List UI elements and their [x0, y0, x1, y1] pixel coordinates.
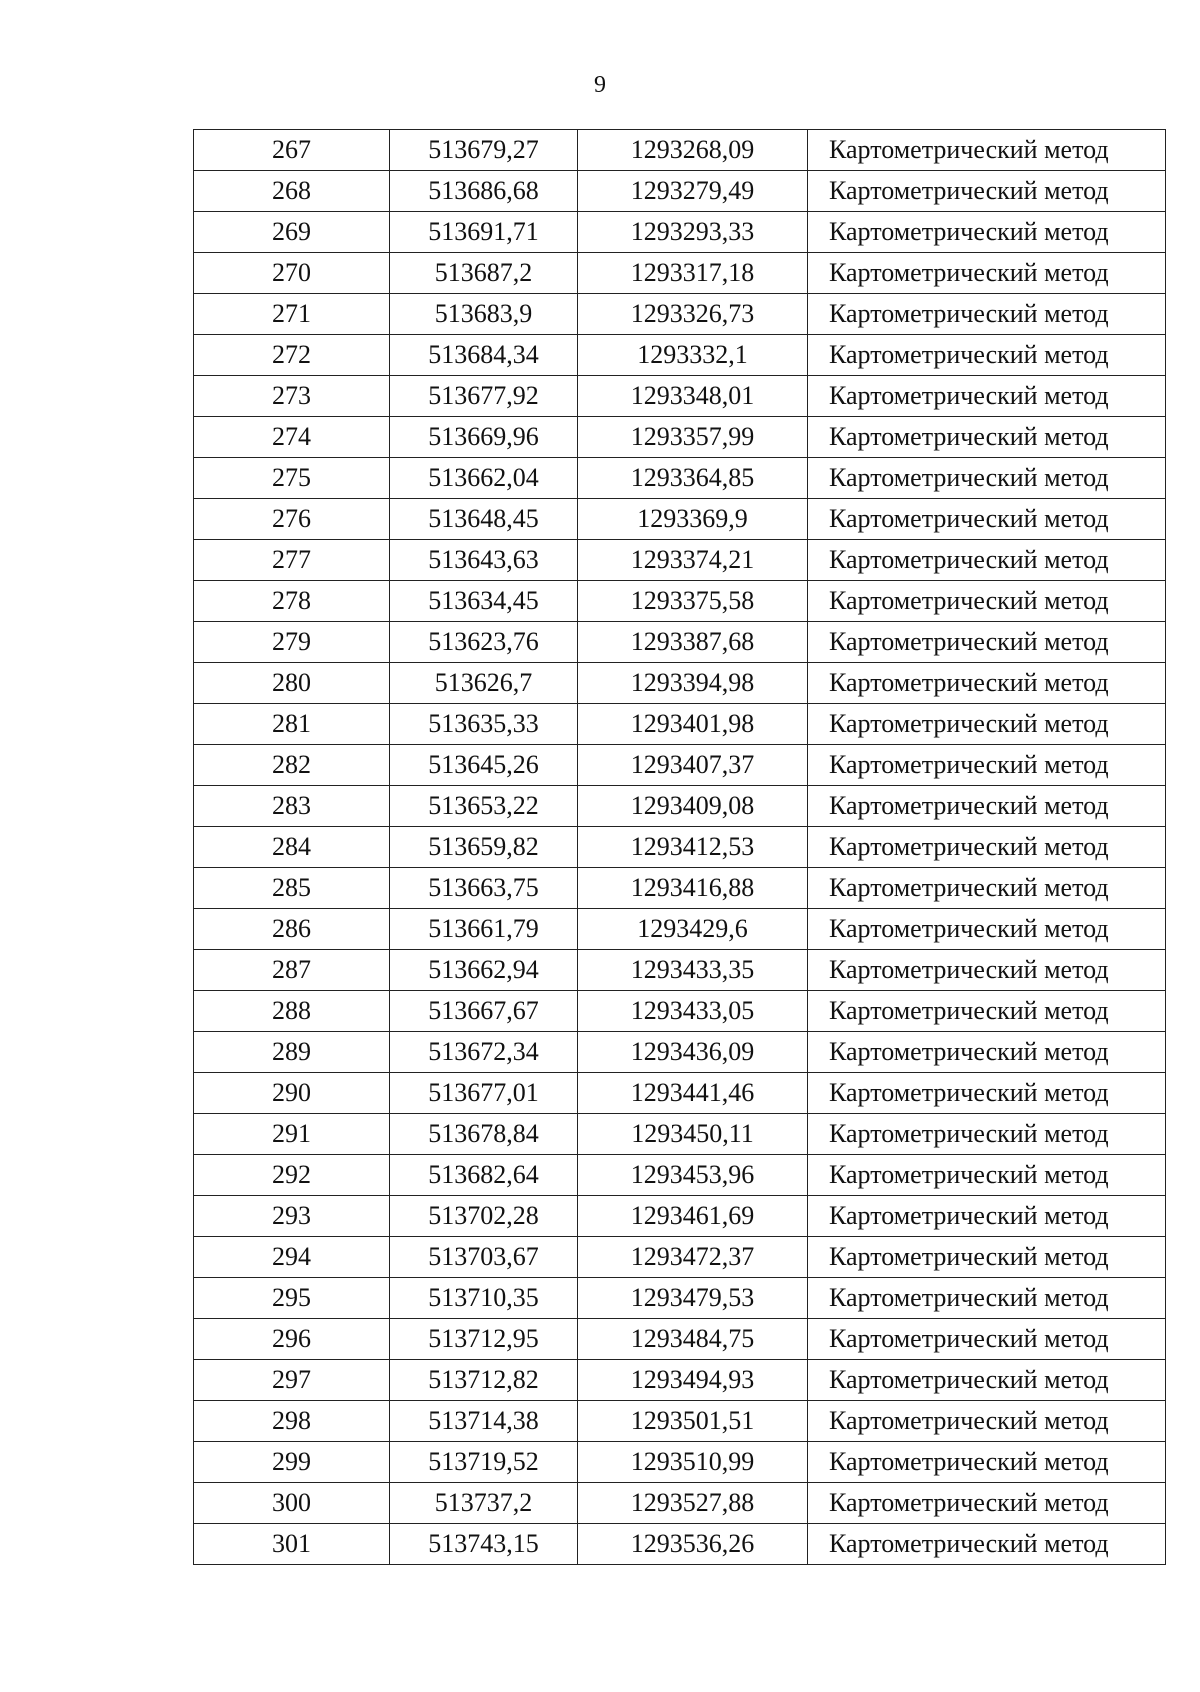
x-coordinate-cell: 513653,22 [390, 786, 578, 827]
point-number-cell: 297 [194, 1360, 390, 1401]
point-number-cell: 290 [194, 1073, 390, 1114]
method-cell: Картометрический метод [808, 130, 1166, 171]
method-cell: Картометрический метод [808, 1524, 1166, 1565]
point-number-cell: 282 [194, 745, 390, 786]
point-number-cell: 276 [194, 499, 390, 540]
point-number-cell: 273 [194, 376, 390, 417]
y-coordinate-cell: 1293357,99 [578, 417, 808, 458]
x-coordinate-cell: 513678,84 [390, 1114, 578, 1155]
point-number-cell: 293 [194, 1196, 390, 1237]
table-row [194, 991, 1166, 1032]
method-cell: Картометрический метод [808, 663, 1166, 704]
point-number-cell: 271 [194, 294, 390, 335]
y-coordinate-cell: 1293348,01 [578, 376, 808, 417]
table-row [194, 335, 1166, 376]
x-coordinate-cell: 513712,82 [390, 1360, 578, 1401]
method-cell: Картометрический метод [808, 1483, 1166, 1524]
table-row [194, 130, 1166, 171]
y-coordinate-cell: 1293374,21 [578, 540, 808, 581]
y-coordinate-cell: 1293453,96 [578, 1155, 808, 1196]
x-coordinate-cell: 513623,76 [390, 622, 578, 663]
method-cell: Картометрический метод [808, 1237, 1166, 1278]
point-number-cell: 275 [194, 458, 390, 499]
y-coordinate-cell: 1293387,68 [578, 622, 808, 663]
table-row [194, 1442, 1166, 1483]
point-number-cell: 279 [194, 622, 390, 663]
y-coordinate-cell: 1293429,6 [578, 909, 808, 950]
table-row [194, 909, 1166, 950]
x-coordinate-cell: 513737,2 [390, 1483, 578, 1524]
x-coordinate-cell: 513645,26 [390, 745, 578, 786]
method-cell: Картометрический метод [808, 950, 1166, 991]
page-number: 9 [594, 72, 606, 98]
y-coordinate-cell: 1293412,53 [578, 827, 808, 868]
x-coordinate-cell: 513683,9 [390, 294, 578, 335]
y-coordinate-cell: 1293436,09 [578, 1032, 808, 1073]
method-cell: Картометрический метод [808, 376, 1166, 417]
x-coordinate-cell: 513702,28 [390, 1196, 578, 1237]
method-cell: Картометрический метод [808, 294, 1166, 335]
x-coordinate-cell: 513663,75 [390, 868, 578, 909]
table-row [194, 704, 1166, 745]
y-coordinate-cell: 1293527,88 [578, 1483, 808, 1524]
table-row [194, 499, 1166, 540]
table-row [194, 1196, 1166, 1237]
table-row [194, 171, 1166, 212]
table-row [194, 1155, 1166, 1196]
x-coordinate-cell: 513643,63 [390, 540, 578, 581]
point-number-cell: 285 [194, 868, 390, 909]
method-cell: Картометрический метод [808, 1278, 1166, 1319]
method-cell: Картометрический метод [808, 581, 1166, 622]
y-coordinate-cell: 1293279,49 [578, 171, 808, 212]
method-cell: Картометрический метод [808, 335, 1166, 376]
method-cell: Картометрический метод [808, 1442, 1166, 1483]
y-coordinate-cell: 1293510,99 [578, 1442, 808, 1483]
x-coordinate-cell: 513634,45 [390, 581, 578, 622]
method-cell: Картометрический метод [808, 540, 1166, 581]
point-number-cell: 270 [194, 253, 390, 294]
table-row [194, 1032, 1166, 1073]
y-coordinate-cell: 1293450,11 [578, 1114, 808, 1155]
table-row [194, 417, 1166, 458]
point-number-cell: 287 [194, 950, 390, 991]
y-coordinate-cell: 1293461,69 [578, 1196, 808, 1237]
table-row [194, 294, 1166, 335]
point-number-cell: 288 [194, 991, 390, 1032]
point-number-cell: 298 [194, 1401, 390, 1442]
table-row [194, 1360, 1166, 1401]
table-row [194, 622, 1166, 663]
x-coordinate-cell: 513635,33 [390, 704, 578, 745]
x-coordinate-cell: 513687,2 [390, 253, 578, 294]
point-number-cell: 291 [194, 1114, 390, 1155]
y-coordinate-cell: 1293394,98 [578, 663, 808, 704]
point-number-cell: 295 [194, 1278, 390, 1319]
method-cell: Картометрический метод [808, 1196, 1166, 1237]
y-coordinate-cell: 1293375,58 [578, 581, 808, 622]
point-number-cell: 272 [194, 335, 390, 376]
method-cell: Картометрический метод [808, 991, 1166, 1032]
method-cell: Картометрический метод [808, 786, 1166, 827]
table-row [194, 1524, 1166, 1565]
point-number-cell: 283 [194, 786, 390, 827]
x-coordinate-cell: 513626,7 [390, 663, 578, 704]
method-cell: Картометрический метод [808, 1360, 1166, 1401]
table-row [194, 581, 1166, 622]
method-cell: Картометрический метод [808, 1155, 1166, 1196]
point-number-cell: 301 [194, 1524, 390, 1565]
point-number-cell: 274 [194, 417, 390, 458]
y-coordinate-cell: 1293536,26 [578, 1524, 808, 1565]
y-coordinate-cell: 1293409,08 [578, 786, 808, 827]
table-row [194, 745, 1166, 786]
method-cell: Картометрический метод [808, 1073, 1166, 1114]
table-row [194, 868, 1166, 909]
method-cell: Картометрический метод [808, 417, 1166, 458]
table-row [194, 786, 1166, 827]
point-number-cell: 294 [194, 1237, 390, 1278]
point-number-cell: 289 [194, 1032, 390, 1073]
x-coordinate-cell: 513659,82 [390, 827, 578, 868]
x-coordinate-cell: 513743,15 [390, 1524, 578, 1565]
x-coordinate-cell: 513662,94 [390, 950, 578, 991]
x-coordinate-cell: 513662,04 [390, 458, 578, 499]
x-coordinate-cell: 513669,96 [390, 417, 578, 458]
table-row [194, 376, 1166, 417]
y-coordinate-cell: 1293479,53 [578, 1278, 808, 1319]
table-row [194, 663, 1166, 704]
x-coordinate-cell: 513710,35 [390, 1278, 578, 1319]
x-coordinate-cell: 513667,67 [390, 991, 578, 1032]
y-coordinate-cell: 1293369,9 [578, 499, 808, 540]
table-row [194, 540, 1166, 581]
point-number-cell: 280 [194, 663, 390, 704]
table-row [194, 458, 1166, 499]
point-number-cell: 299 [194, 1442, 390, 1483]
point-number-cell: 281 [194, 704, 390, 745]
y-coordinate-cell: 1293326,73 [578, 294, 808, 335]
point-number-cell: 292 [194, 1155, 390, 1196]
method-cell: Картометрический метод [808, 1319, 1166, 1360]
table-row [194, 253, 1166, 294]
y-coordinate-cell: 1293494,93 [578, 1360, 808, 1401]
table-row [194, 1237, 1166, 1278]
method-cell: Картометрический метод [808, 253, 1166, 294]
point-number-cell: 278 [194, 581, 390, 622]
y-coordinate-cell: 1293268,09 [578, 130, 808, 171]
table-row [194, 1114, 1166, 1155]
x-coordinate-cell: 513714,38 [390, 1401, 578, 1442]
table-row [194, 1401, 1166, 1442]
method-cell: Картометрический метод [808, 868, 1166, 909]
x-coordinate-cell: 513712,95 [390, 1319, 578, 1360]
y-coordinate-cell: 1293472,37 [578, 1237, 808, 1278]
x-coordinate-cell: 513682,64 [390, 1155, 578, 1196]
method-cell: Картометрический метод [808, 745, 1166, 786]
x-coordinate-cell: 513679,27 [390, 130, 578, 171]
y-coordinate-cell: 1293484,75 [578, 1319, 808, 1360]
table-row [194, 1073, 1166, 1114]
point-number-cell: 268 [194, 171, 390, 212]
table-row [194, 1483, 1166, 1524]
point-number-cell: 277 [194, 540, 390, 581]
coordinates-table-body [194, 130, 1166, 1565]
y-coordinate-cell: 1293332,1 [578, 335, 808, 376]
method-cell: Картометрический метод [808, 622, 1166, 663]
y-coordinate-cell: 1293433,35 [578, 950, 808, 991]
x-coordinate-cell: 513648,45 [390, 499, 578, 540]
y-coordinate-cell: 1293401,98 [578, 704, 808, 745]
table-row [194, 1319, 1166, 1360]
method-cell: Картометрический метод [808, 909, 1166, 950]
table-row [194, 827, 1166, 868]
y-coordinate-cell: 1293441,46 [578, 1073, 808, 1114]
table-row [194, 950, 1166, 991]
x-coordinate-cell: 513686,68 [390, 171, 578, 212]
point-number-cell: 300 [194, 1483, 390, 1524]
point-number-cell: 284 [194, 827, 390, 868]
coordinates-table [193, 129, 1166, 1565]
point-number-cell: 286 [194, 909, 390, 950]
y-coordinate-cell: 1293293,33 [578, 212, 808, 253]
x-coordinate-cell: 513684,34 [390, 335, 578, 376]
x-coordinate-cell: 513691,71 [390, 212, 578, 253]
y-coordinate-cell: 1293364,85 [578, 458, 808, 499]
x-coordinate-cell: 513719,52 [390, 1442, 578, 1483]
method-cell: Картометрический метод [808, 499, 1166, 540]
table-row [194, 1278, 1166, 1319]
y-coordinate-cell: 1293501,51 [578, 1401, 808, 1442]
method-cell: Картометрический метод [808, 1401, 1166, 1442]
point-number-cell: 269 [194, 212, 390, 253]
y-coordinate-cell: 1293433,05 [578, 991, 808, 1032]
point-number-cell: 296 [194, 1319, 390, 1360]
method-cell: Картометрический метод [808, 212, 1166, 253]
method-cell: Картометрический метод [808, 458, 1166, 499]
y-coordinate-cell: 1293407,37 [578, 745, 808, 786]
method-cell: Картометрический метод [808, 171, 1166, 212]
method-cell: Картометрический метод [808, 1114, 1166, 1155]
x-coordinate-cell: 513661,79 [390, 909, 578, 950]
point-number-cell: 267 [194, 130, 390, 171]
y-coordinate-cell: 1293416,88 [578, 868, 808, 909]
table-row [194, 212, 1166, 253]
method-cell: Картометрический метод [808, 704, 1166, 745]
method-cell: Картометрический метод [808, 827, 1166, 868]
method-cell: Картометрический метод [808, 1032, 1166, 1073]
x-coordinate-cell: 513677,01 [390, 1073, 578, 1114]
x-coordinate-cell: 513672,34 [390, 1032, 578, 1073]
x-coordinate-cell: 513703,67 [390, 1237, 578, 1278]
x-coordinate-cell: 513677,92 [390, 376, 578, 417]
y-coordinate-cell: 1293317,18 [578, 253, 808, 294]
